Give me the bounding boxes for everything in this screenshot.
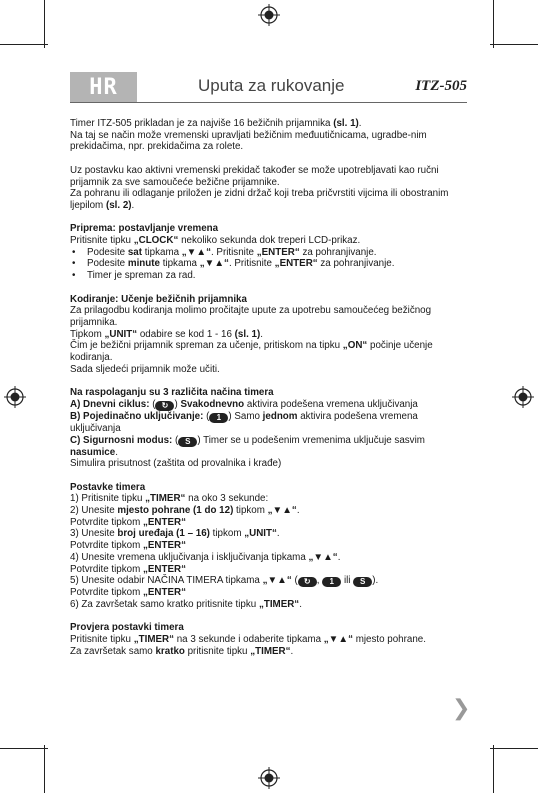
text-bold: sat [127, 246, 143, 258]
list-item: • Timer je spreman za rad. [70, 270, 470, 282]
step-line: 5) Unesite odabir NAČINA TIMERA tipkama „▼▲“ ( ↻ , 1 ili S ). [70, 575, 379, 587]
text-bold: minute [127, 258, 160, 270]
text: nekoliko sekunda dok treperi LCD-prikaz. [178, 235, 361, 246]
registration-mark-icon [512, 386, 534, 408]
key-name: „TIMER“ [133, 634, 174, 646]
page-title: Uputa za rukovanje [198, 76, 345, 95]
text: . [296, 505, 300, 517]
step-line [70, 599, 470, 611]
text: 4) Unesite vremena uključivanja i isključivanja tipkama [70, 551, 309, 563]
text: Pritisnite tipku [70, 634, 134, 646]
text: . Pritisnite [228, 258, 275, 270]
text-line [70, 329, 470, 341]
text: Potvrdite tipkom [70, 563, 143, 575]
intro-paragraph: Na taj se način može vremenski upravljati bežičnim međuutičnicama, ugradbe-nim prekidačima, npr. prekidačima za rolete. [70, 129, 427, 153]
section-heading: Postavke timera [70, 481, 146, 493]
intro-paragraph [70, 188, 470, 211]
text-line [70, 235, 470, 247]
text: počinje učenje kodiranja. [70, 340, 433, 364]
mode-label: A) Dnevni ciklus: [70, 398, 150, 410]
text: za pohranjivanje. [317, 258, 395, 270]
s-badge-icon: S [353, 577, 372, 587]
crop-mark [0, 44, 48, 45]
text: 3) Unesite [70, 528, 118, 540]
list-item [70, 247, 470, 259]
bullet-list [70, 247, 470, 282]
text: Podesite [87, 258, 128, 270]
mode-label: C) Sigurnosni modus: [70, 434, 173, 446]
text: Čim je bežični prijamnik spreman za učenje, pritiskom na tipku [70, 340, 343, 352]
key-name: „ENTER“ [274, 258, 318, 270]
figure-ref: (sl. 1) [234, 328, 261, 340]
key-name: „▼▲“ [267, 505, 297, 517]
language-badge [70, 72, 137, 102]
key-name: „UNIT“ [104, 328, 138, 340]
key-name: „▼▲“ [308, 551, 338, 563]
text-line: Simulira prisutnost (zaštita od provalnika i krađe) [70, 458, 282, 470]
text: Timer se u podešenim vremenima uključuje sasvim [200, 434, 425, 446]
crop-mark [44, 0, 45, 48]
text: ili [341, 575, 354, 587]
text: Pritisnite tipku [70, 235, 134, 246]
text-bold: jednom [262, 410, 298, 422]
text: za pohranjivanje. [299, 246, 377, 258]
crop-mark [44, 745, 45, 793]
text: . [131, 199, 135, 211]
registration-mark-icon [4, 386, 26, 408]
crop-mark [493, 745, 494, 793]
text: Samo [231, 410, 263, 422]
crop-mark [493, 0, 494, 48]
key-name: „ENTER“ [142, 516, 186, 528]
crop-mark [0, 748, 48, 749]
text: Za pohranu ili odlaganje priložen je zidni držač koji treba pričvrstiti vijcima ili obostranim ljepilom [70, 188, 449, 211]
mode-label: B) Pojedinačno uključivanje: [70, 410, 204, 422]
figure-ref: (sl. 1) [333, 118, 359, 129]
key-name: „▼▲“ [262, 575, 292, 587]
step-line [70, 540, 470, 552]
page-header [70, 72, 467, 103]
text: . [337, 551, 341, 563]
section-heading: Na raspolaganju su 3 različita načina timera [70, 387, 274, 399]
text-line: B) Pojedinačno uključivanje: ( 1 ) Samo jednom aktivira podešena vremena uključivanja [70, 410, 418, 434]
text-line [70, 340, 470, 363]
key-name: „▼▲“ [199, 258, 229, 270]
key-name: „ENTER“ [142, 563, 186, 575]
cycle-arrows-icon: ↻ [298, 577, 317, 587]
text-line: Sada sljedeći prijamnik može učiti. [70, 363, 220, 375]
text: mjesto pohrane. [352, 634, 426, 646]
text: . [299, 598, 302, 610]
language-code: HR [89, 74, 118, 100]
text: na 3 sekunde i odaberite tipkama [174, 634, 324, 646]
text: 1) Pritisnite tipku [70, 493, 146, 505]
key-name: „TIMER“ [250, 645, 291, 657]
text: pritisnite tipku [184, 645, 251, 657]
text: tipkom [209, 528, 245, 540]
text: odabire se kod 1 - 16 [137, 328, 235, 340]
text: . [115, 446, 118, 458]
text: aktivira podešena vremena uključivanja [244, 398, 418, 410]
step-line [70, 552, 470, 564]
intro-paragraph: Uz postavku kao aktivni vremenski prekidač također se može upotrebljavati kao ručni prijamnik za sve samoučeće bežične prijamnike. [70, 164, 439, 188]
key-name: „▼▲“ [323, 634, 353, 646]
text-bold: nasumice [70, 446, 116, 458]
text: na oko 3 sekunde: [185, 493, 269, 505]
chevron-right-icon[interactable]: ❯ [452, 696, 471, 721]
manual-body [70, 118, 470, 657]
section-heading: Kodiranje: Učenje bežičnih prijamnika [70, 293, 247, 305]
text-bold: kratko [155, 645, 185, 657]
one-badge-icon: 1 [209, 413, 228, 423]
text: . [358, 118, 362, 129]
text: tipkom [233, 505, 268, 517]
text: tipkama [159, 258, 200, 270]
text: . [276, 528, 280, 540]
text: tipkama [142, 246, 182, 258]
s-badge-icon: S [178, 437, 197, 447]
section-heading: Priprema: postavljanje vremena [70, 223, 219, 235]
crop-mark [490, 44, 538, 45]
text-line: C) Sigurnosni modus: ( S ) Timer se u podešenim vremenima uključuje sasvim nasumice. [70, 434, 425, 458]
key-name: „▼▲“ [181, 246, 211, 258]
cycle-arrows-icon: ↻ [155, 401, 174, 411]
key-name: „TIMER“ [258, 598, 300, 610]
text-bold: Svakodnevno [177, 398, 245, 410]
text-line: A) Dnevni ciklus: ( ↻ ) Svakodnevno aktivira podešena vremena uključivanja [70, 398, 418, 410]
text: Potvrdite tipkom [70, 540, 143, 552]
crop-mark [490, 748, 538, 749]
text: ). [372, 575, 379, 587]
text-line: Za prilagodbu kodiranja molimo pročitajte upute za upotrebu samoučećeg bežičnog prijamnika. [70, 305, 432, 328]
step-line [70, 517, 470, 529]
section-heading: Provjera postavki timera [70, 622, 184, 634]
registration-mark-icon [258, 4, 280, 26]
model-number: ITZ-505 [415, 78, 467, 94]
text-bold: broj uređaja (1 – 16) [117, 528, 210, 540]
list-item [70, 258, 470, 270]
key-name: „ENTER“ [256, 246, 300, 258]
one-badge-icon: 1 [322, 577, 341, 587]
key-name: „ON“ [342, 340, 368, 352]
registration-mark-icon [258, 767, 280, 789]
figure-ref: (sl. 2) [105, 199, 132, 211]
text: 5) Unesite odabir NAČINA TIMERA tipkama [70, 575, 263, 587]
text-bold: mjesto pohrane (1 do 12) [117, 505, 234, 517]
text: . Pritisnite [210, 246, 257, 258]
step-line [70, 587, 470, 599]
text: 2) Unesite [70, 505, 118, 517]
key-name: „CLOCK“ [133, 235, 179, 246]
text: 6) Za završetak samo kratko pritisnite tipku [70, 598, 259, 610]
text-line [70, 646, 470, 658]
intro-paragraph [70, 118, 470, 130]
key-name: „ENTER“ [142, 587, 186, 599]
step-line [70, 528, 470, 540]
key-name: „ENTER“ [142, 540, 186, 552]
text: Potvrdite tipkom [70, 587, 143, 599]
text: Tipkom [70, 328, 105, 340]
step-line [70, 493, 470, 505]
key-name: „TIMER“ [145, 493, 186, 505]
key-name: „UNIT“ [244, 528, 277, 540]
text: Za završetak samo [70, 645, 156, 657]
text: Timer ITZ-505 prikladan je za najviše 16 bežičnih prijamnika [70, 118, 334, 129]
text: aktivira podešena vremena uključivanja [70, 410, 418, 434]
text: Podesite [87, 246, 128, 258]
step-line [70, 564, 470, 576]
step-line [70, 505, 470, 517]
text: . [260, 328, 263, 340]
text: Potvrdite tipkom [70, 516, 143, 528]
text: . [290, 645, 294, 657]
text-line [70, 634, 470, 646]
